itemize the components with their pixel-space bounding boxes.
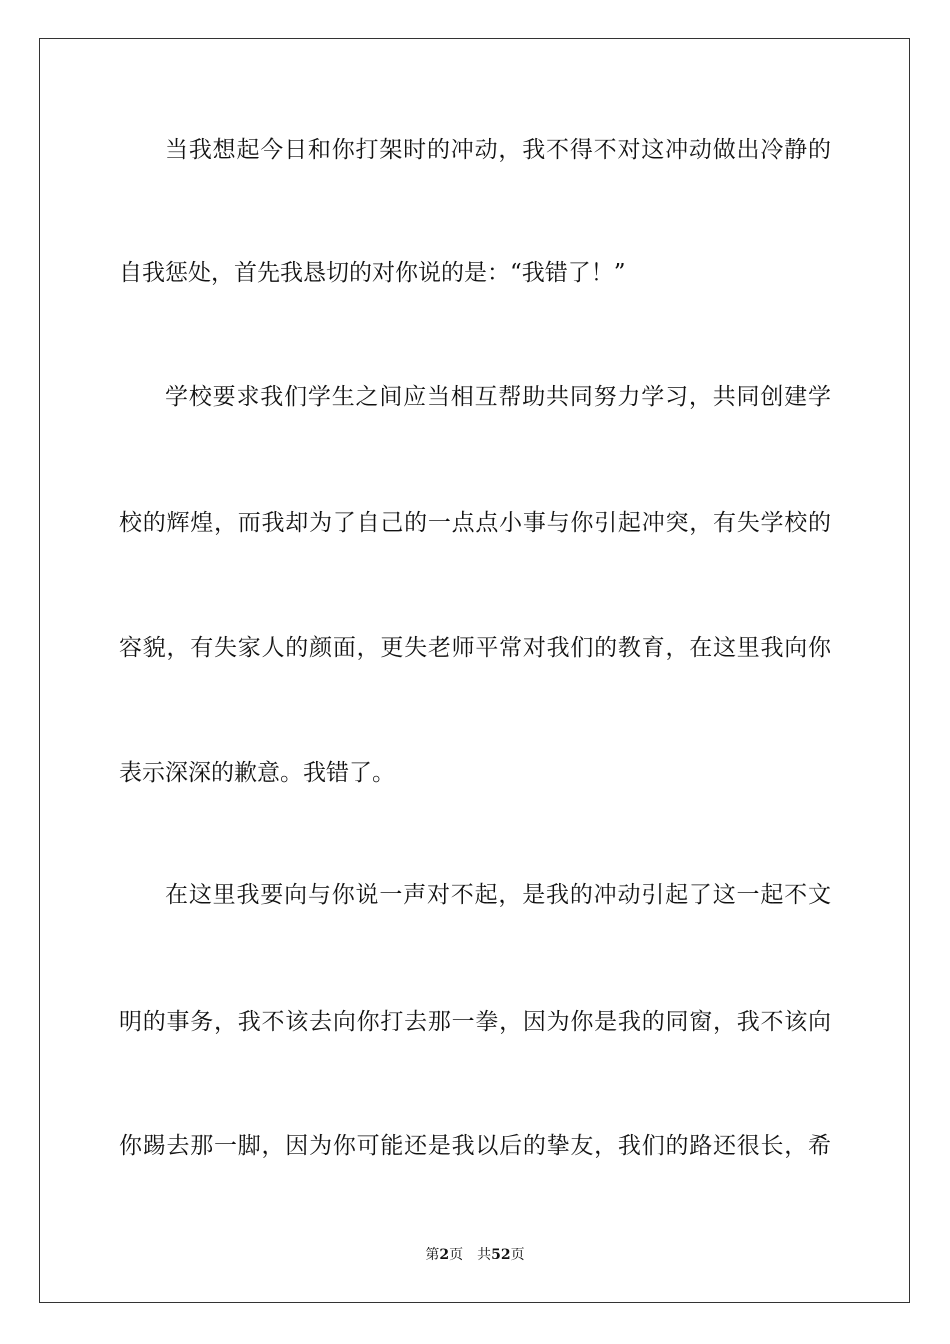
text-line: 明的事务，我不该去向你打去那一拳，因为你是我的同窗，我不该向 <box>119 1009 831 1035</box>
text-line: 学校要求我们学生之间应当相互帮助共同努力学习，共同创建学 <box>165 384 831 410</box>
page-border <box>39 38 910 1303</box>
text-line: 自我惩处，首先我恳切的对你说的是：“我错了！” <box>119 260 626 286</box>
total-prefix: 共 <box>477 1247 492 1263</box>
total-suffix: 页 <box>510 1247 525 1263</box>
page-suffix: 页 <box>449 1247 464 1263</box>
text-line: 表示深深的歉意。我错了。 <box>119 760 395 786</box>
text-line: 在这里我要向与你说一声对不起，是我的冲动引起了这一起不文 <box>165 882 831 908</box>
page-prefix: 第 <box>425 1247 440 1263</box>
text-line: 你踢去那一脚，因为你可能还是我以后的挚友，我们的路还很长，希 <box>119 1133 831 1159</box>
text-line: 校的辉煌，而我却为了自己的一点点小事与你引起冲突，有失学校的 <box>119 510 831 536</box>
total-pages: 52 <box>491 1247 511 1263</box>
text-line: 当我想起今日和你打架时的冲动，我不得不对这冲动做出冷静的 <box>165 137 831 163</box>
page-number: 2 <box>439 1247 450 1263</box>
page-footer <box>0 1246 950 1264</box>
text-line: 容貌，有失家人的颜面，更失老师平常对我们的教育，在这里我向你 <box>119 635 831 661</box>
